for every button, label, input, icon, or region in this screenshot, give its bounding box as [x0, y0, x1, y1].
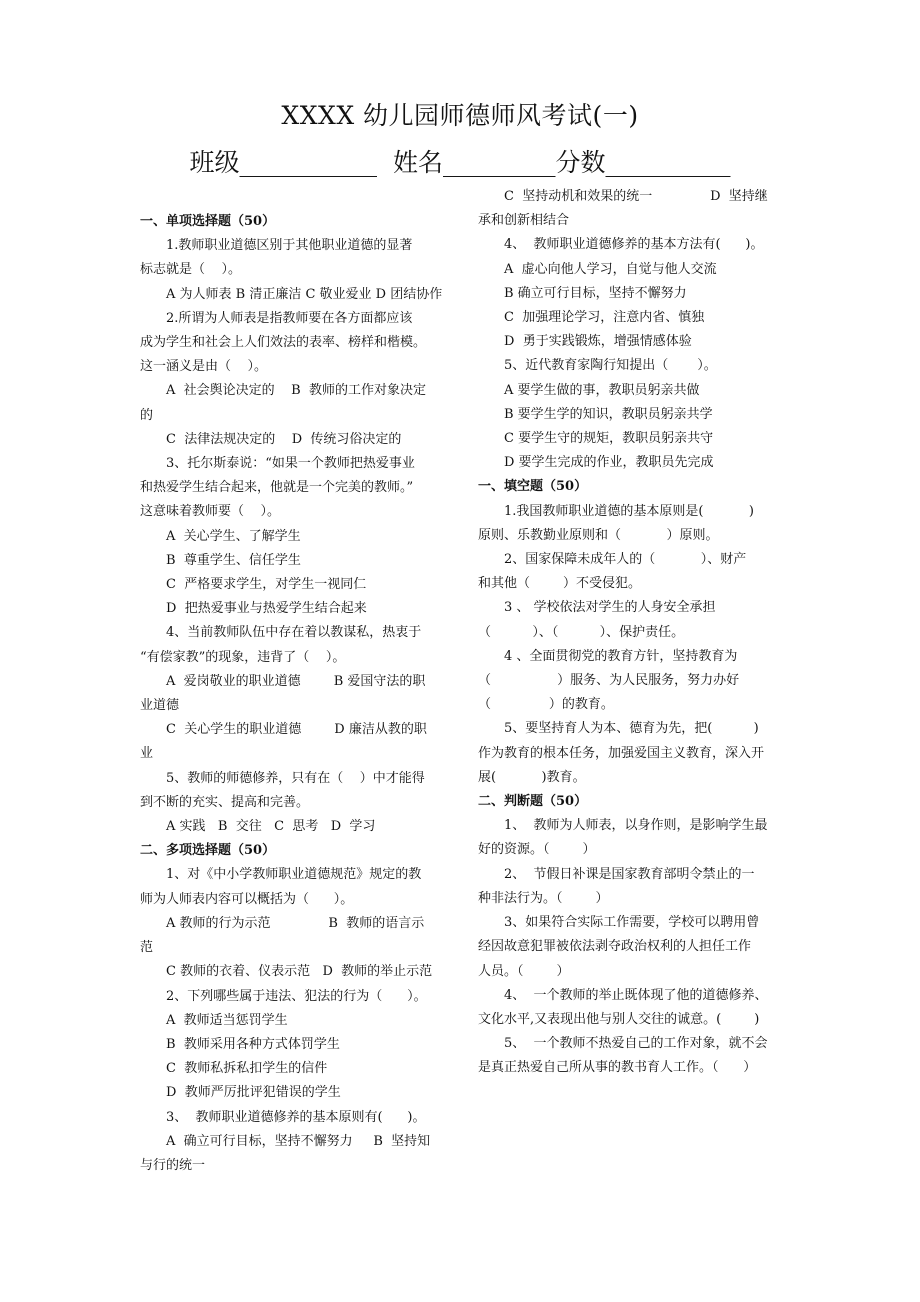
text-line: 5、要坚持育人为本、德育为先，把( ) — [504, 721, 759, 737]
text-line: C 加强理论学习，注意内省、慎独 — [504, 310, 705, 326]
text-line: 4、 教师职业道德修养的基本方法有( )。 — [504, 237, 764, 253]
text-line: A 实践 B 交往 C 思考 D 学习 — [166, 819, 376, 835]
text-line: 5、 一个教师不热爱自己的工作对象，就不会 — [504, 1036, 768, 1052]
text-line: A 为人师表 B 清正廉洁 C 敬业爱业 D 团结协作 — [166, 286, 443, 302]
text-line: 人员。（ ） — [478, 963, 570, 979]
text-line: 范 — [140, 940, 154, 956]
text-line: 这一涵义是由（ ）。 — [140, 359, 268, 375]
text-line: C 要学生守的规矩，教职员躬亲共守 — [504, 431, 714, 447]
text-line: B 要学生学的知识，教职员躬亲共学 — [504, 406, 713, 422]
text-line: A 教师适当惩罚学生 — [166, 1012, 288, 1028]
text-line: 和其他（ ）不受侵犯。 — [478, 576, 642, 592]
text-line: 5、近代教育家陶行知提出（ ）。 — [504, 358, 717, 374]
text-line: 4、 一个教师的举止既体现了他的道德修养、 — [504, 987, 768, 1003]
text-line: 作为教育的根本任务，加强爱国主义教育，深入开 — [478, 745, 765, 761]
section-heading: 二、多项选择题（50） — [140, 843, 276, 859]
text-line: 1.教师职业道德区别于其他职业道德的显著 — [166, 238, 413, 254]
text-line: 这意味着教师要（ ）。 — [140, 504, 281, 520]
text-line: “有偿家教”的现象，违背了（ ）。 — [140, 649, 346, 665]
text-line: B 确立可行目标，坚持不懈努力 — [504, 285, 687, 301]
text-line: D 要学生完成的作业，教职员先完成 — [504, 455, 714, 471]
text-line: C 关心学生的职业道德 D 廉洁从教的职 — [166, 722, 427, 738]
section-heading: 一、单项选择题（50） — [140, 214, 276, 229]
text-line: C 教师的衣着、仪表示范 D 教师的举止示范 — [166, 964, 433, 980]
section-heading: 一、填空题（50） — [478, 479, 588, 495]
text-line: 种非法行为。（ ） — [478, 890, 609, 906]
text-line: D 勇于实践锻炼，增强情感体验 — [504, 334, 692, 350]
page-title: XXXX 幼儿园师德师风考试(一) — [281, 101, 639, 130]
text-line: 业 — [140, 746, 154, 762]
text-line: A 社会舆论决定的 B 教师的工作对象决定 — [166, 383, 427, 399]
text-line: （ ）服务、为人民服务，努力办好 — [478, 673, 740, 689]
text-line: B 尊重学生、信任学生 — [166, 552, 301, 568]
text-line: 是真正热爱自己所从事的教书育人工作。（ ） — [478, 1060, 757, 1076]
text-line: 4 、全面贯彻党的教育方针，坚持教育为 — [504, 648, 738, 664]
text-line: 3、托尔斯泰说：“如果一个教师把热爱事业 — [166, 456, 415, 472]
text-line: 2、下列哪些属于违法、犯法的行为（ ）。 — [166, 988, 427, 1004]
text-line: 1.我国教师职业道德的基本原则是( ) — [504, 503, 755, 519]
text-line: 3、 教师职业道德修养的基本原则有( )。 — [166, 1109, 426, 1125]
text-line: 经因故意犯罪被依法剥夺政治权利的人担任工作 — [478, 939, 752, 955]
text-line: A 确立可行目标，坚持不懈努力 B 坚持知 — [166, 1133, 431, 1149]
text-line: 3 、 学校依法对学生的人身安全承担 — [504, 600, 716, 616]
text-line: 好的资源。（ ） — [478, 842, 596, 858]
text-line: 展( )教育。 — [478, 769, 586, 785]
text-line: C 严格要求学生，对学生一视同仁 — [166, 577, 367, 593]
text-line: 文化水平,又表现出他与别人交往的诚意。( ) — [478, 1011, 760, 1027]
text-line: 的 — [140, 407, 154, 423]
text-line: 1、对《中小学教师职业道德规范》规定的教 — [166, 867, 422, 883]
right-column — [478, 185, 793, 1081]
text-line: （ ）、（ ）、保护责任。 — [478, 624, 685, 640]
text-line: 成为学生和社会上人们效法的表率、榜样和楷模。 — [140, 335, 427, 351]
text-line: 和热爱学生结合起来，他就是一个完美的教师。” — [140, 480, 414, 496]
text-line: C 教师私拆私扣学生的信件 — [166, 1061, 328, 1077]
student-info-line: 班级___________ 姓名_________分数__________ — [189, 148, 731, 177]
text-line: 到不断的充实、提高和完善。 — [140, 794, 310, 810]
text-line: 师为人师表内容可以概括为（ ）。 — [140, 891, 354, 907]
text-line: D 教师严厉批评犯错误的学生 — [166, 1085, 341, 1101]
text-line: 承和创新相结合 — [478, 213, 570, 229]
text-line: A 关心学生、了解学生 — [166, 528, 301, 544]
text-line: 与行的统一 — [140, 1157, 206, 1173]
text-line: D 把热爱事业与热爱学生结合起来 — [166, 601, 367, 617]
text-line: A 爱岗敬业的职业道德 B 爱国守法的职 — [166, 673, 426, 689]
text-line: 4、当前教师队伍中存在着以教谋私，热衷于 — [166, 625, 422, 641]
text-line: （ ）的教育。 — [478, 697, 614, 713]
text-line: A 虚心向他人学习，自觉与他人交流 — [504, 261, 717, 277]
text-line: 业道德 — [140, 698, 180, 714]
text-line: C 法律法规决定的 D 传统习俗决定的 — [166, 431, 402, 447]
section-heading: 二、判断题（50） — [478, 794, 588, 810]
text-line: 2.所谓为人师表是指教师要在各方面都应该 — [166, 310, 413, 326]
text-line: 标志就是（ ）。 — [140, 262, 242, 278]
text-line: B 教师采用各种方式体罚学生 — [166, 1036, 340, 1052]
text-line: A 教师的行为示范 B 教师的语言示 — [166, 915, 425, 931]
text-line: 5、教师的师德修养，只有在（ ）中才能得 — [166, 770, 425, 786]
text-line: 2、国家保障未成年人的（ ）、财产 — [504, 552, 747, 568]
text-line: C 坚持动机和效果的统一 D 坚持继 — [504, 189, 768, 204]
left-column — [140, 210, 455, 1178]
text-line: 2、 节假日补课是国家教育部明令禁止的一 — [504, 866, 755, 882]
text-line: 3、如果符合实际工作需要，学校可以聘用曾 — [504, 915, 760, 931]
text-line: 原则、乐教勤业原则和（ ）原则。 — [478, 527, 719, 543]
text-line: 1、 教师为人师表，以身作则，是影响学生最 — [504, 818, 768, 834]
text-line: A 要学生做的事，教职员躬亲共做 — [504, 382, 700, 398]
